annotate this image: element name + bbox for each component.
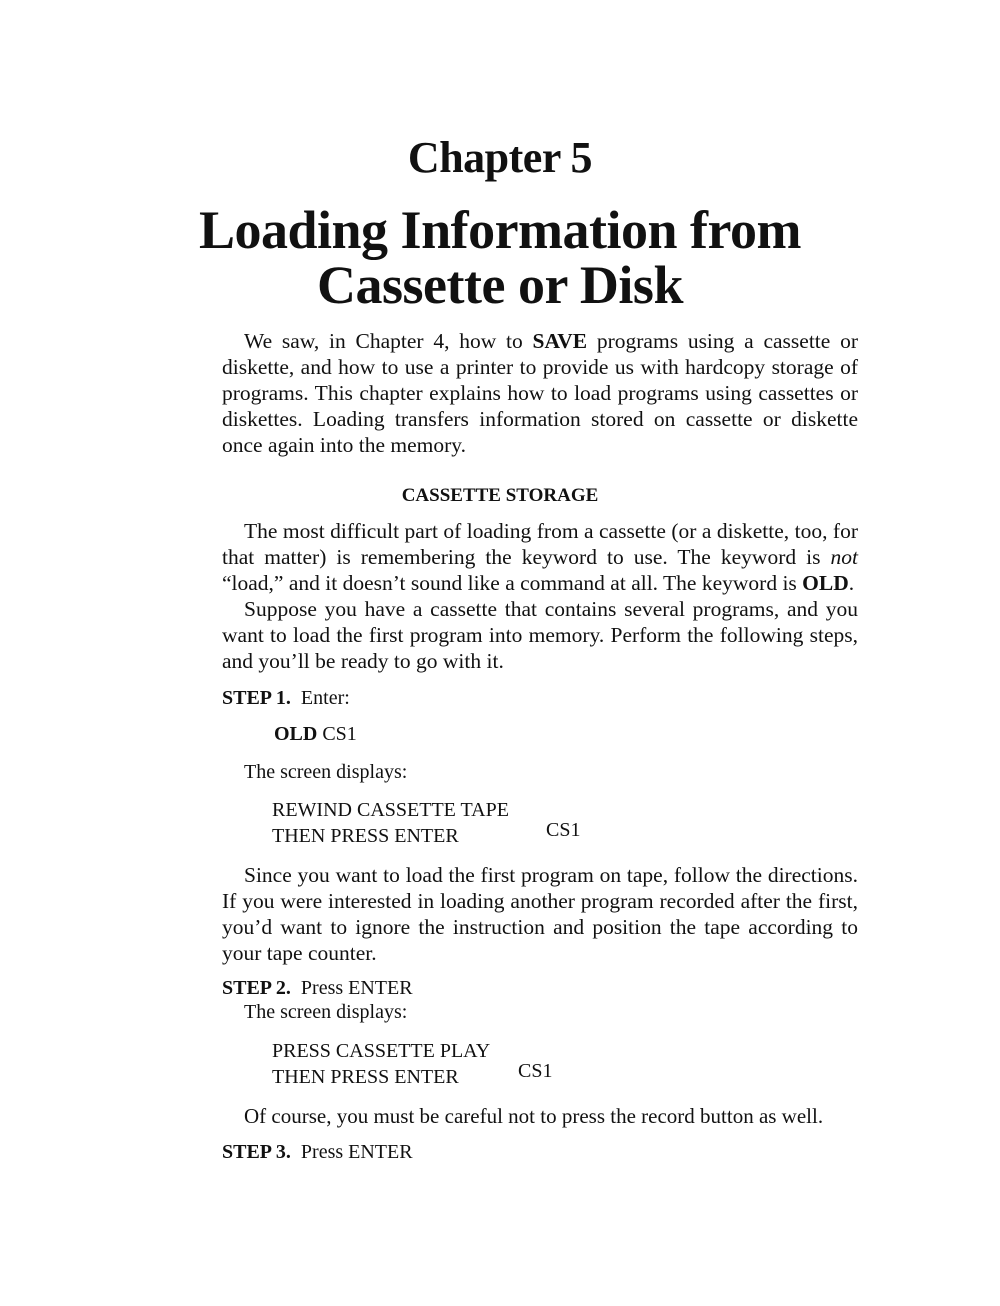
intro-keyword-save: SAVE	[532, 329, 588, 353]
step-1-screen-line-2: THEN PRESS ENTER	[272, 825, 459, 847]
step-2-screen-device: CS1	[518, 1060, 553, 1082]
section-text-e: .	[848, 571, 855, 595]
intro-paragraph	[222, 328, 858, 458]
step-3	[222, 1140, 413, 1164]
chapter-label: Chapter 5	[407, 133, 593, 182]
step-1-text: Enter:	[300, 687, 350, 709]
step-2-screen-line-2: THEN PRESS ENTER	[272, 1066, 459, 1088]
command-argument: CS1	[317, 723, 357, 745]
section-heading: CASSETTE STORAGE	[401, 485, 599, 506]
chapter-title-line-1: Loading Information from	[198, 200, 802, 260]
step-1-screen-line-1: REWIND CASSETTE TAPE	[272, 799, 509, 821]
step-2-screen-line-1: PRESS CASSETTE PLAY	[272, 1040, 491, 1062]
step-1-screen-label: The screen displays:	[244, 761, 408, 783]
chapter-title	[0, 200, 1000, 315]
step-1-screen-device: CS1	[546, 819, 581, 841]
step-2-explanation: Of course, you must be careful not to press the record button as well.	[244, 1104, 824, 1128]
section-emphasis-not: not	[830, 545, 858, 569]
step-2-screen-label: The screen displays:	[244, 1001, 408, 1023]
command-keyword: OLD	[274, 723, 318, 745]
section-keyword-old: OLD	[802, 571, 849, 595]
step-2	[222, 976, 413, 1000]
chapter-title-line-2: Cassette or Disk	[317, 255, 683, 315]
step-1-explanation: Since you want to load the first program on tape, follow the directions. If you were interested in loading another program recorded after the first, you’d want to ignore the instruction and position the tape according to your tape counter.	[222, 863, 858, 965]
step-3-text: Press ENTER	[300, 1141, 413, 1163]
step-2-text: Press ENTER	[300, 977, 413, 999]
step-1-label: STEP 1.	[222, 687, 291, 709]
section-text-a: The most difficult part of loading from a cassette (or a diskette, too, for that matter) is remembering the keyword to use. The keyword is	[222, 519, 858, 569]
step-3-label: STEP 3.	[222, 1141, 291, 1163]
section-paragraph-2: Suppose you have a cassette that contains several programs, and you want to load the first program into memory. Perform the following steps, and you’ll be ready to go with it.	[222, 597, 858, 673]
section-text-c: “load,” and it doesn’t sound like a command at all. The keyword is	[222, 571, 803, 595]
intro-text-a: We saw, in Chapter 4, how to	[244, 329, 533, 353]
step-2-label: STEP 2.	[222, 977, 291, 999]
step-1	[222, 686, 350, 710]
intro-text-c: programs using a cassette or diskette, and how to use a printer to provide us with hardcopy storage of programs. This chapter explains how to load programs using cassettes or diskettes. Loading transfers information stored on cassette or diskette once again into the memory.	[222, 329, 858, 457]
section-paragraph-1	[222, 518, 858, 596]
step-1-command	[274, 722, 357, 746]
